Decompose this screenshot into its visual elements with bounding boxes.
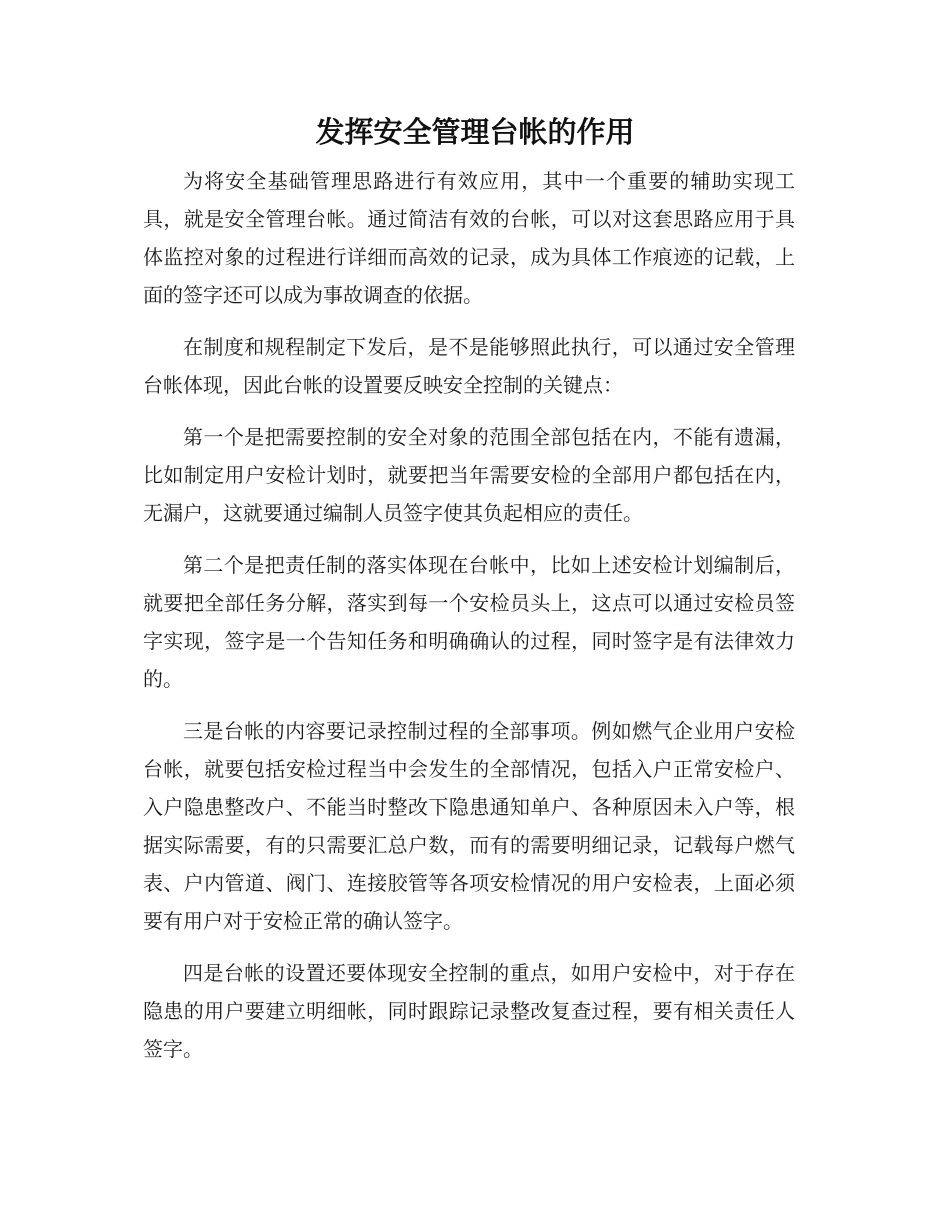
paragraph-3: 第一个是把需要控制的安全对象的范围全部包括在内，不能有遗漏，比如制定用户安检计划时，就要把当年需要安检的全部用户都包括在内，无漏户，这就要通过编制人员签字使其负起相应的责任。 xyxy=(143,425,795,525)
paragraph-6: 四是台帐的设置还要体现安全控制的重点，如用户安检中，对于存在隐患的用户要建立明细帐，同时跟踪记录整改复查过程，要有相关责任人签字。 xyxy=(143,961,795,1061)
document-body xyxy=(143,162,795,1082)
document-title: 发挥安全管理台帐的作用 xyxy=(315,115,635,149)
paragraph-2: 在制度和规程制定下发后，是不是能够照此执行，可以通过安全管理台帐体现，因此台帐的设置要反映安全控制的关键点： xyxy=(143,335,795,397)
paragraph-1: 为将安全基础管理思路进行有效应用，其中一个重要的辅助实现工具，就是安全管理台帐。通过简洁有效的台帐，可以对这套思路应用于具体监控对象的过程进行详细而高效的记录，成为具体工作痕迹的记载，上面的签字还可以成为事故调查的依据。 xyxy=(143,169,795,307)
paragraph-4: 第二个是把责任制的落实体现在台帐中，比如上述安检计划编制后，就要把全部任务分解，落实到每一个安检员头上，这点可以通过安检员签字实现，签字是一个告知任务和明确确认的过程，同时签字是有法律效力的。 xyxy=(143,553,795,691)
paragraph-5: 三是台帐的内容要记录控制过程的全部事项。例如燃气企业用户安检台帐，就要包括安检过程当中会发生的全部情况，包括入户正常安检户、入户隐患整改户、不能当时整改下隐患通知单户、各种原因未入户等，根据实际需要，有的只需要汇总户数，而有的需要明细记录，记载每户燃气表、户内管道、阀门、连接胶管等各项安检情况的用户安检表，上面必须要有用户对于安检正常的确认签字。 xyxy=(143,719,795,933)
